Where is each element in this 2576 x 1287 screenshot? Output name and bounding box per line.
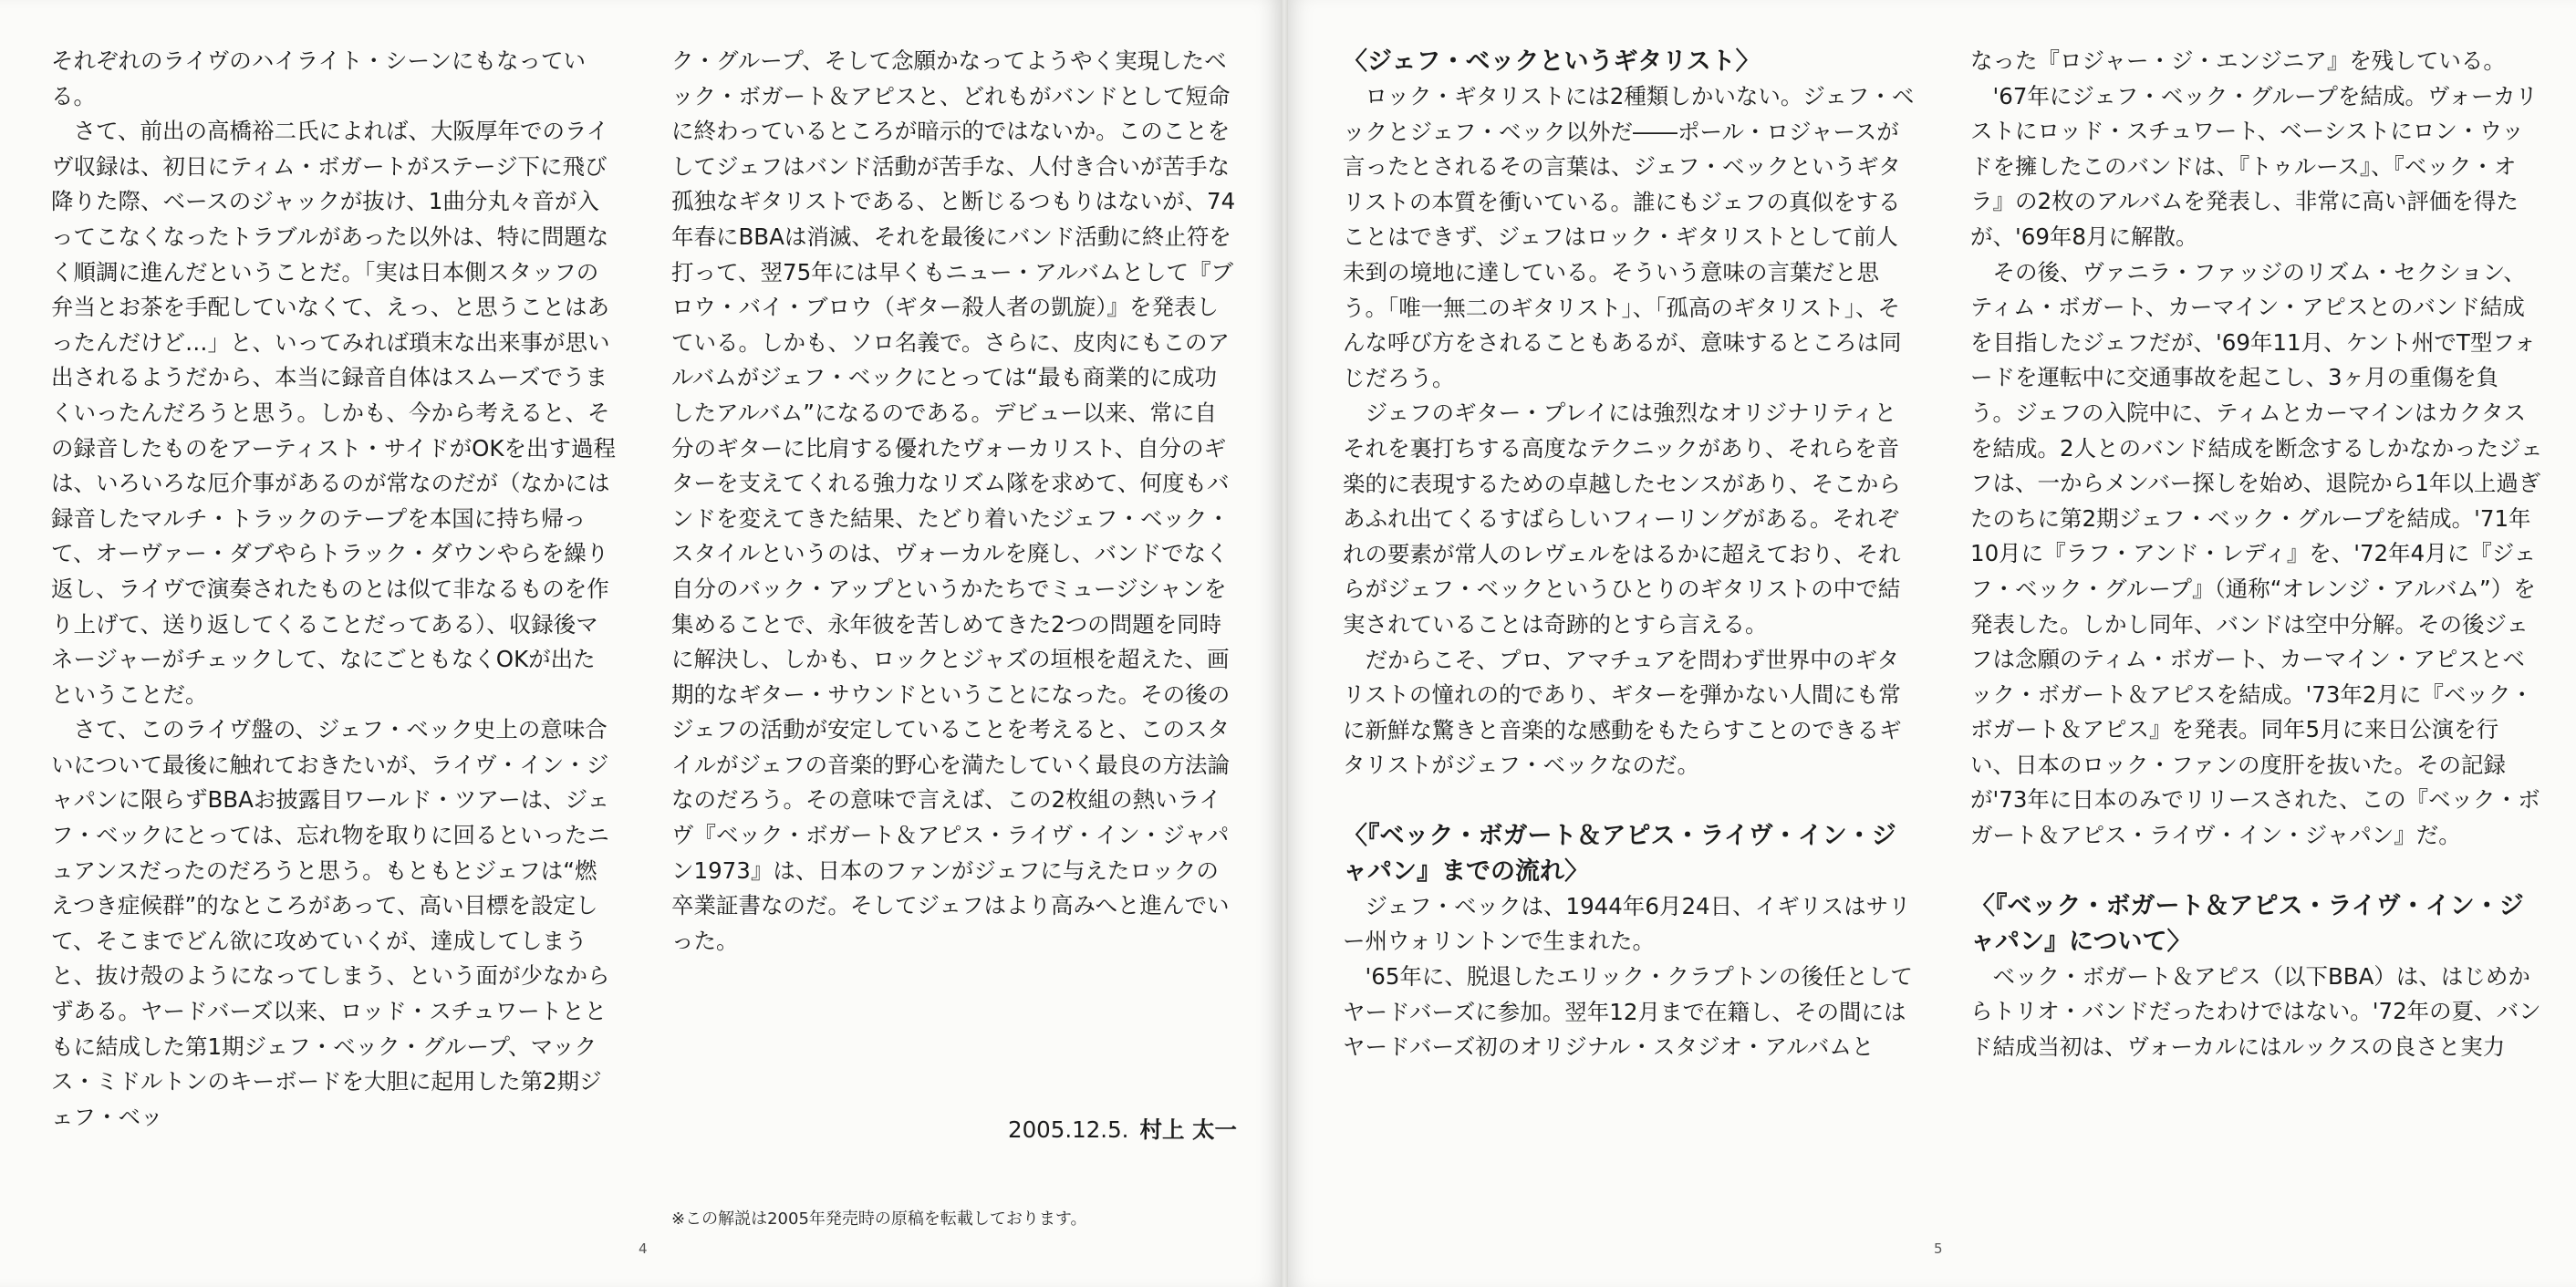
paragraph: ク・グループ、そして念願かなってようやく実現したベック・ボガート＆アピスと、どれもがバンドとして短命に終わっているところが暗示的ではないか。このことをしてジェフはバンド活動が苦手な、人付き合いが苦手な孤独なギタリストである、と断じるつもりはないが、74年春にBBAは消滅、それを最後にバンド活動に終止符を打って、翌75年には早くもニュー・アルバムとして『ブロウ・バイ・ブロウ（ギター殺人者の凱旋）』を発表している。しかも、ソロ名義で。さらに、皮肉にもこのアルバムがジェフ・ベックにとっては“最も商業的に成功したアルバム”になるのである。デビュー以来、常に自分のギターに比肩する優れたヴォーカリスト、自分のギターを支えてくれる強力なリズム隊を求めて、何度もバンドを変えてきた結果、たどり着いたジェフ・ベック・スタイルというのは、ヴォーカルを廃し、バンドでなく自分のバック・アップというかたちでミュージシャンを集めることで、永年彼を苦しめてきた2つの問題を同時に解決し、しかも、ロックとジャズの垣根を超えた、画期的なギター・サウンドということになった。その後のジェフの活動が安定していることを考えると、このスタイルがジェフの音楽的野心を満たしていく最良の方法論なのだろう。その意味で言えば、この2枚組の熱いライヴ『ベック・ボガート＆アピス・ライヴ・イン・ジャパン1973』は、日本のファンがジェフに与えたロックの卒業証書なのだ。そしてジェフはより高みへと進んでいった。 (671, 47, 1236, 954)
right-page-column-1 (1343, 44, 1916, 1284)
paragraph: ジェフ・ベックは、1944年6月24日、イギリスはサリー州ウォリントンで生まれた。 (1343, 892, 1911, 955)
left-page-column-1 (51, 44, 617, 1230)
page-number: 4 (639, 1240, 648, 1257)
paragraph: それぞれのライヴのハイライト・シーンにもなっている。 (51, 47, 587, 109)
paragraph: ベック・ボガート＆アピス（以下BBA）は、はじめからトリオ・バンドだったわけではない。'72年の夏、バンド結成当初は、ヴォーカルにはルックスの良さと実力 (1970, 962, 2541, 1060)
signature-date: 2005.12.5. (1007, 1116, 1129, 1143)
paragraph: さて、前出の高橋裕二氏によれば、大阪厚年でのライヴ収録は、初日にティム・ボガートがステージ下に飛び降りた際、ベースのジャックが抜け、1曲分丸々音が入ってこなくなったトラブルがあった以外は、特に問題なく順調に進んだということだ。「実は日本側スタッフの弁当とお茶を手配していなくて、えっ、と思うことはあったんだけど…」と、いってみれば瑣末な出来事が思い出されるようだから、本当に録音自体はスムーズでうまくいったんだろうと思う。しかも、今から考えると、その録音したものをアーティスト・サイドがOKを出す過程は、いろいろな厄介事があるのが常なのだが（なかには録音したマルチ・トラックのテープを本国に持ち帰って、オーヴァー・ダブやらトラック・ダウンやらを繰り返し、ライヴで演奏されたものとは似て非なるものを作り上げて、送り返してくることだってある）、収録後マネージャーがチェックして、なにごともなくOKが出たということだ。 (51, 118, 616, 708)
signature-author: 村上 太一 (1139, 1116, 1237, 1143)
paragraph: その後、ヴァニラ・ファッジのリズム・セクション、ティム・ボガート、カーマイン・アピスとのバンド結成を目指したジェフだが、'69年11月、ケント州でT型フォードを運転中に交通事故を起こし、3ヶ月の重傷を負う。ジェフの入院中に、ティムとカーマインはカクタスを結成。2人とのバンド結成を断念するしかなかったジェフは、一からメンバー探しを始め、退院から1年以上過ぎたのちに第2期ジェフ・ベック・グループを結成。'71年10月に『ラフ・アンド・レディ』を、'72年4月に『ジェフ・ベック・グループ』（通称“オレンジ・アルバム”）を発表した。しかし同年、バンドは空中分解。その後ジェフは念願のティム・ボガート、カーマイン・アピスとベック・ボガート＆アピスを結成。'73年2月に『ベック・ボガート＆アピス』を発表。同年5月に来日公演を行い、日本のロック・ファンの度肝を抜いた。その記録が'73年に日本のみでリリースされた、この『ベック・ボガート＆アピス・ライヴ・イン・ジャパン』だ。 (1970, 258, 2543, 849)
left-page-column-2 (671, 44, 1237, 1230)
book-gutter (1281, 0, 1288, 1287)
section-heading: 〈ジェフ・ベックというギタリスト〉 (1343, 47, 1761, 76)
page-number: 5 (1934, 1240, 1943, 1257)
signature (671, 1113, 1237, 1145)
right-page-column-2 (1970, 44, 2543, 1284)
section-heading: 〈『ベック・ボガート＆アピス・ライヴ・イン・ジャパン』について〉 (1970, 891, 2524, 956)
right-page (1288, 0, 2576, 1287)
paragraph: ジェフのギター・プレイには強烈なオリジナリティとそれを裏打ちする高度なテクニックがあり、それらを音楽的に表現するための卓越したセンスがあり、そこからあふれ出てくるすばらしいフィーリングがある。それぞれの要素が常人のレヴェルをはるかに超えており、それらがジェフ・ベックというひとりのギタリストの中で結実されていることは奇跡的とすら言える。 (1343, 400, 1901, 638)
section-heading: 〈『ベック・ボガート＆アピス・ライヴ・イン・ジャパン』までの流れ〉 (1343, 821, 1896, 886)
paragraph: ロック・ギタリストには2種類しかいない。ジェフ・ベックとジェフ・ベック以外だ――ポール・ロジャースが言ったとされるその言葉は、ジェフ・ベックというギタリストの本質を衝いている。誰にもジェフの真似をすることはできず、ジェフはロック・ギタリストとして前人未到の境地に達している。そういう意味の言葉だと思う。「唯一無二のギタリスト」、「孤高のギタリスト」、そんな呼び方をされることもあるが、意味するところは同じだろう。 (1343, 83, 1915, 391)
paragraph: '65年に、脱退したエリック・クラプトンの後任としてヤードバーズに参加。翌年12月まで在籍し、その間にはヤードバーズ初のオリジナル・スタジオ・アルバムと (1343, 963, 1913, 1061)
paragraph: '67年にジェフ・ベック・グループを結成。ヴォーカリストにロッド・スチュワート、ベーシストにロン・ウッドを擁したこのバンドは、『トゥルース』、『ベック・オラ』の2枚のアルバムを発表し、非常に高い評価を得たが、'69年8月に解散。 (1970, 82, 2538, 250)
footnote: ※この解説は2005年発売時の原稿を転載しております。 (671, 1209, 1087, 1229)
left-page (0, 0, 1281, 1287)
paragraph: なった『ロジャー・ジ・エンジニア』を残している。 (1970, 47, 2506, 74)
paragraph: さて、このライヴ盤の、ジェフ・ベック史上の意味合いについて最後に触れておきたいが、ライヴ・イン・ジャパンに限らずBBAお披露目ワールド・ツアーは、ジェフ・ベックにとっては、忘れ物を取りに回るといったニュアンスだったのだろうと思う。もともとジェフは“燃えつき症候群”的なところがあって、高い目標を設定して、そこまでどん欲に攻めていくが、達成してしまうと、抜け殻のようになってしまう、という面が少なからずある。ヤードバーズ以来、ロッド・スチュワートとともに結成した第1期ジェフ・ベック・グループ、マックス・ミドルトンのキーボードを大胆に起用した第2期ジェフ・ベッ (51, 716, 610, 1130)
paragraph: だからこそ、プロ、アマチュアを問わず世界中のギタリストの憧れの的であり、ギターを弾かない人間にも常に新鮮な驚きと音楽的な感動をもたらすことのできるギタリストがジェフ・ベックなのだ。 (1343, 646, 1902, 779)
